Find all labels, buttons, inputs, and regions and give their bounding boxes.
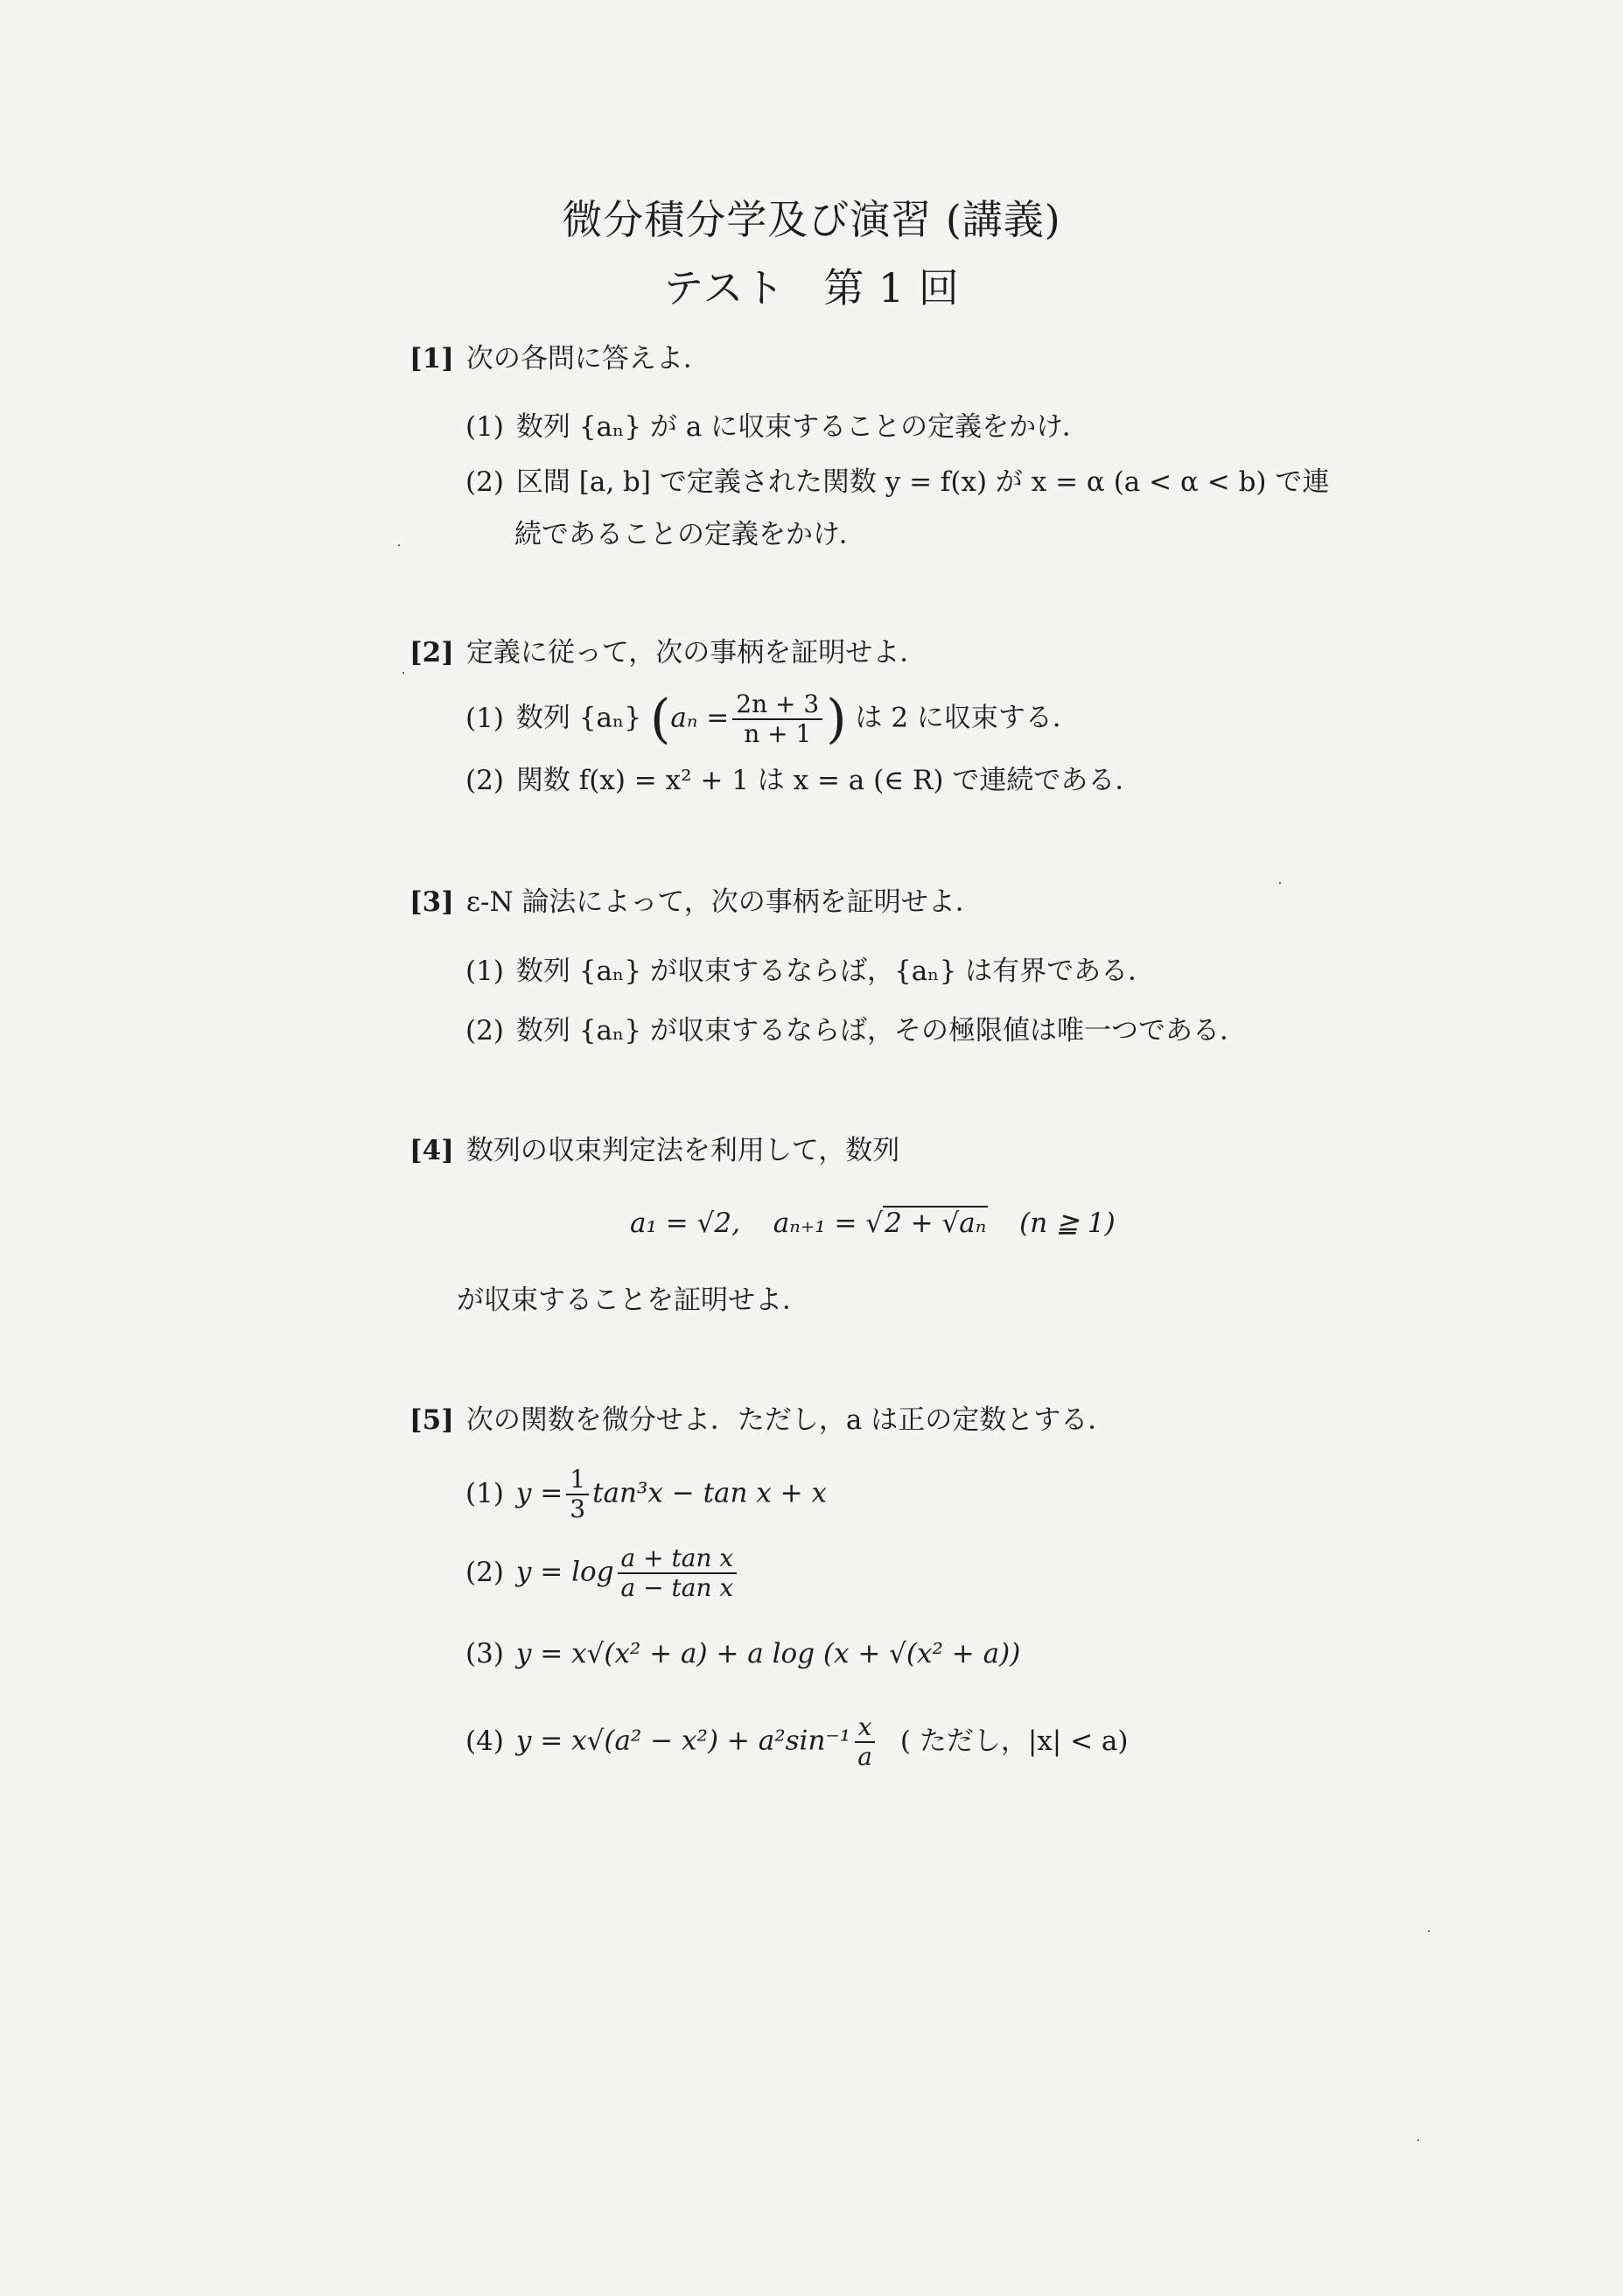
problem-number: [2] <box>409 637 454 668</box>
item-post: ( ただし，|x| < a) <box>899 1725 1129 1757</box>
fraction <box>732 690 822 748</box>
scan-speck <box>402 672 404 674</box>
item-text: y = x√(x² + a) + a log (x + √(x² + a)) <box>515 1638 1021 1670</box>
problem-number: [1] <box>409 343 454 374</box>
problem-3-heading <box>409 886 983 919</box>
problem-1-heading <box>409 343 710 375</box>
item-text: 数列 {aₙ} が収束するならば，その極限値は唯一つである． <box>515 1015 1247 1046</box>
scan-speck <box>1417 2139 1419 2141</box>
problem-number: [5] <box>409 1404 454 1436</box>
problem-1-item-2-continued: 続であることの定義をかけ． <box>514 519 866 550</box>
item-label: (1) <box>465 1477 504 1509</box>
problem-4-heading <box>409 1135 899 1167</box>
formula-a1: a₁ = √2, <box>630 1208 740 1239</box>
fraction-denominator: a <box>857 1742 872 1772</box>
scan-speck <box>398 544 400 546</box>
fraction-numerator: a + tan x <box>618 1544 738 1574</box>
fraction-denominator: 3 <box>570 1494 586 1524</box>
left-paren: ( <box>649 689 671 750</box>
problem-1-item-2 <box>465 466 1329 499</box>
problem-5-item-4 <box>465 1713 1129 1771</box>
problem-1-item-1 <box>465 411 1089 444</box>
radical-sign: √ <box>865 1208 884 1239</box>
item-label: (1) <box>465 411 504 443</box>
item-label: (1) <box>465 956 504 987</box>
item-pre: y = <box>515 1477 563 1509</box>
problem-3-item-2 <box>465 1015 1247 1047</box>
problem-intro: 次の関数を微分せよ．ただし，a は正の定数とする． <box>465 1404 1116 1436</box>
fraction <box>854 1713 876 1771</box>
item-pre: 数列 {aₙ} <box>515 702 642 734</box>
fraction-denominator: n + 1 <box>744 719 812 748</box>
fraction-denominator: a − tan x <box>620 1573 734 1603</box>
problem-intro: 次の各問に答えよ． <box>465 343 710 374</box>
fraction-numerator: x <box>855 1713 876 1743</box>
problem-2-heading <box>409 637 927 669</box>
item-text: 数列 {aₙ} が収束するならば，{aₙ} は有界である． <box>515 956 1156 987</box>
fraction-numerator: 1 <box>566 1466 589 1495</box>
problem-2-item-1 <box>465 688 1080 751</box>
problem-5-item-1 <box>465 1466 827 1523</box>
problem-4-formula <box>630 1208 1116 1240</box>
scan-speck <box>1279 882 1281 884</box>
item-label: (2) <box>465 1556 504 1588</box>
problem-5-heading <box>409 1404 1115 1437</box>
problem-number: [3] <box>409 886 454 918</box>
an-equals: aₙ = <box>670 702 730 734</box>
problem-4-outro: が収束することを証明せよ． <box>457 1284 809 1316</box>
problem-intro: 定義に従って，次の事柄を証明せよ． <box>465 637 927 668</box>
problem-3-item-1 <box>465 956 1155 988</box>
item-post: tan³x − tan x + x <box>592 1477 827 1509</box>
fraction <box>618 1544 738 1602</box>
problem-number: [4] <box>409 1135 454 1166</box>
test-label: テスト <box>663 264 786 312</box>
item-label: (4) <box>465 1725 504 1757</box>
problem-5-item-2 <box>465 1544 740 1602</box>
item-label: (1) <box>465 702 504 734</box>
fraction <box>566 1466 589 1523</box>
right-paren: ) <box>826 689 847 750</box>
item-label: (2) <box>465 765 504 796</box>
item-text: 区間 [a, b] で定義された関数 y = f(x) が x = α (a < α < b) で連 <box>515 466 1330 498</box>
item-label: (3) <box>465 1638 504 1670</box>
fraction-numerator: 2n + 3 <box>732 690 822 720</box>
formula-root: 2 + √aₙ <box>885 1208 987 1239</box>
formula-an1: aₙ₊₁ = <box>773 1208 857 1239</box>
problem-intro: ε-N 論法によって，次の事柄を証明せよ． <box>465 886 983 918</box>
item-text: 関数 f(x) = x² + 1 は x = a (∈ R) で連続である． <box>515 765 1143 796</box>
problem-intro: 数列の収束判定法を利用して，数列 <box>465 1135 900 1166</box>
page-title: 微分積分学及び演習 (講義) <box>562 196 1061 243</box>
item-label: (2) <box>465 1015 504 1046</box>
item-pre: y = log <box>515 1556 614 1588</box>
item-pre: y = x√(a² − x²) + a²sin⁻¹ <box>515 1725 851 1757</box>
item-label: (2) <box>465 466 504 498</box>
round-label: 第 1 回 <box>823 264 960 312</box>
page-subtitle <box>0 256 1623 314</box>
item-post: は 2 に収束する． <box>855 702 1080 734</box>
scan-speck <box>1428 1930 1430 1932</box>
formula-condition: (n ≧ 1) <box>1019 1208 1116 1239</box>
problem-2-item-2 <box>465 765 1142 797</box>
problem-5-item-3 <box>465 1638 1020 1670</box>
item-text: 数列 {aₙ} が a に収束することの定義をかけ． <box>515 411 1089 443</box>
